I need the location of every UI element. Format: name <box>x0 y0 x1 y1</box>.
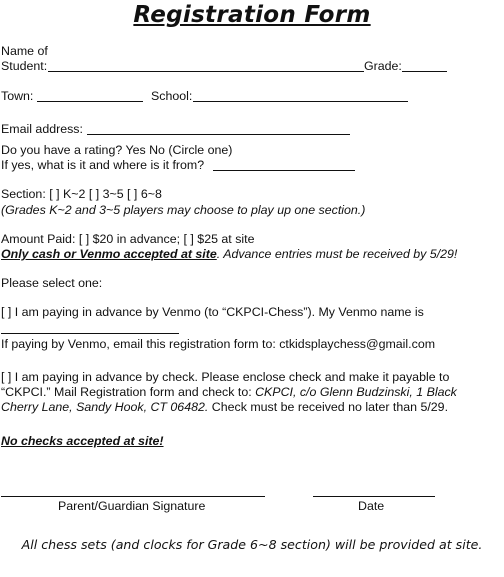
town-label: Town: <box>1 89 34 103</box>
advance-deadline-text: . Advance entries must be received by 5/29! <box>216 247 458 261</box>
venmo-option[interactable]: [ ] I am paying in advance by Venmo (to “CKPCI-Chess”). My Venmo name is <box>1 305 424 319</box>
signature-label: Parent/Guardian Signature <box>58 499 206 513</box>
student-label: Student: <box>1 59 48 73</box>
email-field[interactable] <box>87 134 350 135</box>
signature-field[interactable] <box>1 496 265 497</box>
check-address-line <box>1 400 448 415</box>
check-option[interactable]: [ ] I am paying in advance by check. Please enclose check and make it payable to <box>1 370 450 384</box>
cash-venmo-emphasis: Only cash or Venmo accepted at site <box>1 247 217 261</box>
grade-field[interactable] <box>402 71 447 72</box>
name-of-label: Name of <box>1 44 48 58</box>
select-prompt: Please select one: <box>1 276 103 290</box>
rating-question: Do you have a rating? Yes No (Circle one) <box>1 143 233 157</box>
mail-address-part1: CKPCI, c/o Glenn Budzinski, 1 Black <box>255 385 457 399</box>
section-options[interactable]: Section: [ ] K~2 [ ] 3~5 [ ] 6~8 <box>1 187 162 201</box>
rating-field[interactable] <box>213 170 355 171</box>
check-deadline-text: Check must be received no later than 5/29. <box>208 400 449 414</box>
section-note: (Grades K~2 and 3~5 players may choose to play up one section.) <box>1 203 366 217</box>
cash-venmo-note <box>1 247 457 262</box>
check-mail-text: “CKPCI.” Mail Registration form and check to: <box>1 385 256 399</box>
grade-label: Grade: <box>364 59 402 73</box>
rating-followup-label: If yes, what is it and where is it from? <box>1 158 205 172</box>
student-name-field[interactable] <box>48 71 364 72</box>
check-mail-line <box>1 385 457 400</box>
venmo-email-note: If paying by Venmo, email this registration form to: ctkidsplaychess@gmail.com <box>1 337 436 351</box>
school-label: School: <box>151 89 193 103</box>
school-field[interactable] <box>193 101 408 102</box>
no-checks-note: No checks accepted at site! <box>1 434 164 448</box>
town-field[interactable] <box>37 101 143 102</box>
date-label: Date <box>358 499 385 513</box>
email-label: Email address: <box>1 122 83 136</box>
equipment-note: All chess sets (and clocks for Grade 6~8 section) will be provided at site. <box>21 537 483 552</box>
venmo-name-field[interactable] <box>1 333 179 334</box>
mail-address-part2: Cherry Lane, Sandy Hook, CT 06482. <box>1 400 209 414</box>
form-title: Registration Form <box>133 2 371 28</box>
date-field[interactable] <box>313 496 435 497</box>
amount-paid-options[interactable]: Amount Paid: [ ] $20 in advance; [ ] $25 at site <box>1 232 255 246</box>
